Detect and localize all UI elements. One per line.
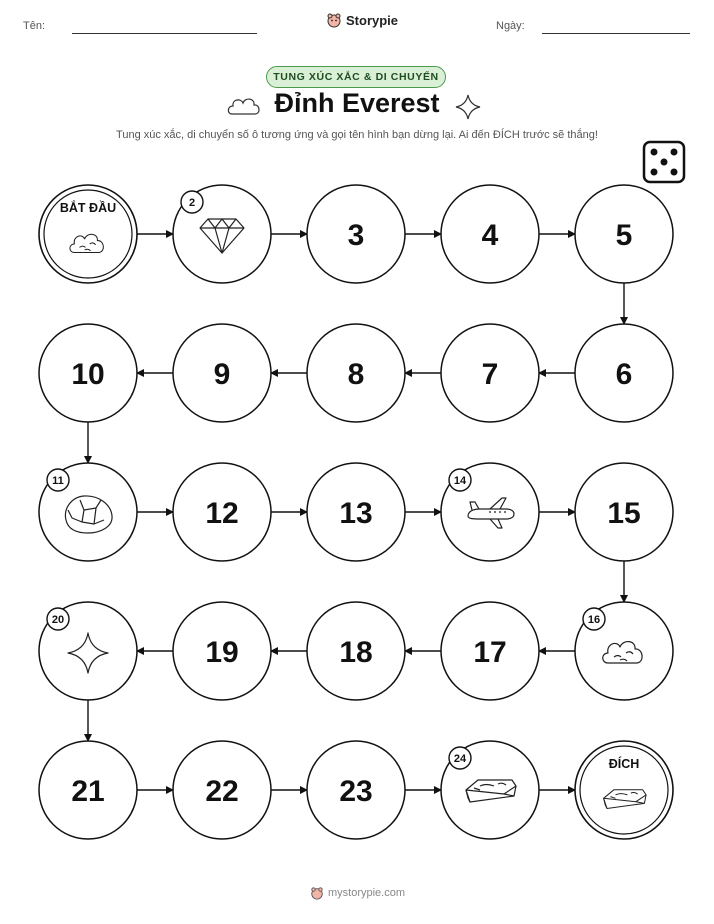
cell-number: 2 [188, 197, 196, 209]
cell-number: 19 [205, 636, 239, 669]
cell-number: 13 [339, 497, 373, 530]
cell-number: 3 [347, 219, 365, 252]
board-cell-25 [575, 741, 673, 839]
board-cell-9 [173, 324, 271, 422]
cell-number: 23 [339, 775, 373, 808]
activity-badge: TUNG XÚC XẮC & DI CHUYỂN [266, 66, 446, 88]
cell-number: 10 [71, 358, 105, 391]
board-cell-3 [307, 185, 405, 283]
board-cell-8 [307, 324, 405, 422]
cell-number: 11 [52, 475, 64, 487]
board-cell-23 [307, 741, 405, 839]
cell-number: 6 [615, 358, 633, 391]
board-cell-17 [441, 602, 539, 700]
board-cell-4 [441, 185, 539, 283]
footer-url: mystorypie.com [328, 887, 406, 899]
cell-number: 12 [205, 497, 239, 530]
brand-name: Storypie [346, 12, 399, 28]
board-cell-16 [575, 602, 673, 700]
date-label: Ngày: [496, 20, 525, 32]
finish-label: ĐÍCH [608, 757, 640, 771]
cell-number: 9 [213, 358, 231, 391]
board-cell-2 [173, 185, 271, 283]
board-cell-21 [39, 741, 137, 839]
cell-number: 18 [339, 636, 373, 669]
cell-number: 22 [205, 775, 239, 808]
cell-number: 24 [453, 753, 467, 765]
board-cell-14 [441, 463, 539, 561]
cell-number: 17 [473, 636, 507, 669]
board-cell-6 [575, 324, 673, 422]
board-cell-20 [39, 602, 137, 700]
board-cell-5 [575, 185, 673, 283]
board-cell-10 [39, 324, 137, 422]
instructions: Tung xúc xắc, di chuyển số ô tương ứng và gọi tên hình bạn dừng lại. Ai đến ĐÍCH trước sẽ thắng! [116, 129, 598, 141]
cell-number: 5 [615, 219, 633, 252]
board-cell-24 [441, 741, 539, 839]
cell-number: 8 [347, 358, 365, 391]
cell-number: 20 [51, 614, 65, 626]
start-label: BẮT ĐẦU [59, 201, 117, 215]
board-cell-18 [307, 602, 405, 700]
cell-number: 14 [453, 475, 467, 487]
board-cell-13 [307, 463, 405, 561]
cell-number: 15 [607, 497, 641, 530]
footer [310, 886, 405, 900]
board-cell-15 [575, 463, 673, 561]
mascot-icon [310, 886, 324, 900]
board-cell-7 [441, 324, 539, 422]
cell-number: 7 [481, 358, 499, 391]
cell-number: 21 [71, 775, 105, 808]
board-cell-19 [173, 602, 271, 700]
name-label: Tên: [23, 20, 46, 32]
cell-number: 16 [587, 614, 601, 626]
page-title: Đỉnh Everest [274, 88, 440, 118]
board-cell-12 [173, 463, 271, 561]
board-cell-11 [39, 463, 137, 561]
cell-number: 4 [481, 219, 499, 252]
board-cell-22 [173, 741, 271, 839]
board-cell-1 [39, 185, 137, 283]
